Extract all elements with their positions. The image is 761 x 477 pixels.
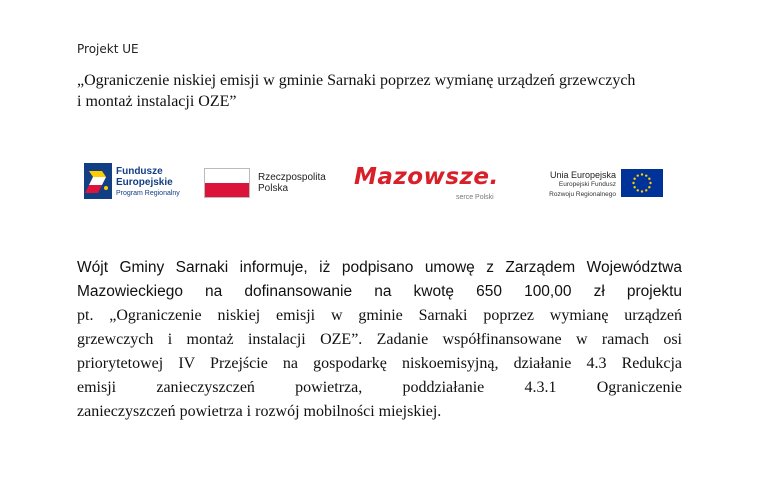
eu-star bbox=[649, 182, 651, 184]
eu-star bbox=[648, 186, 650, 188]
announcement-line-5: priorytetowej IV Przejście na gospodarkę niskoemisyjną, działanie 4.3 Redukcja bbox=[77, 355, 682, 372]
project-label: Projekt UE bbox=[77, 42, 139, 56]
announcement-line-1: Wójt Gminy Sarnaki informuje, iż podpisano umowę z Zarządem Województwa bbox=[77, 259, 682, 276]
eu-star bbox=[637, 189, 639, 191]
eu-star bbox=[633, 178, 635, 180]
rzeczpospolita-polska-logo bbox=[204, 160, 330, 206]
eu-star bbox=[641, 173, 643, 175]
eu-funds-icon bbox=[84, 163, 112, 199]
announcement-line-4: grzewczych i montaż instalacji OZE”. Zadanie współfinansowane w ramach osi bbox=[77, 331, 682, 348]
mazowsze-wordmark: Mazowsze. bbox=[354, 164, 499, 190]
eu-star bbox=[632, 182, 634, 184]
fundusze-europejskie-logo bbox=[82, 160, 192, 206]
announcement-line-7: zanieczyszczeń powietrza i rozwój mobilności miejskiej. bbox=[77, 403, 442, 420]
project-title bbox=[77, 70, 697, 112]
announcement-line-2: Mazowieckiego na dofinansowanie na kwotę 650 100,00 zł projektu bbox=[77, 283, 682, 300]
mazowsze-tagline: serce Polski bbox=[456, 194, 494, 201]
fundusze-line-2: Europejskie bbox=[116, 177, 173, 188]
polish-flag-icon bbox=[204, 168, 250, 198]
fundusze-line-1: Fundusze bbox=[116, 166, 163, 177]
rzeczpospolita-line-2: Polska bbox=[258, 183, 289, 194]
project-title-line-2: i montaż instalacji OZE” bbox=[77, 93, 237, 110]
unia-line-1: Unia Europejska bbox=[549, 170, 616, 180]
eu-star bbox=[641, 190, 643, 192]
eu-star bbox=[637, 174, 639, 176]
announcement-line-6: emisji zanieczyszczeń powietrza, poddziałanie 4.3.1 Ograniczenie bbox=[77, 379, 682, 396]
unia-europejska-logo bbox=[532, 160, 682, 206]
rzeczpospolita-line-1: Rzeczpospolita bbox=[258, 172, 326, 183]
funding-logos-bar bbox=[82, 160, 682, 206]
eu-star bbox=[645, 189, 647, 191]
eu-star bbox=[645, 174, 647, 176]
mazowsze-logo bbox=[352, 160, 512, 206]
announcement-line-3: pt. „Ograniczenie niskiej emisji w gminie Sarnaki poprzez wymianę urządzeń bbox=[77, 307, 682, 324]
eu-star bbox=[633, 186, 635, 188]
eu-flag-icon bbox=[621, 169, 663, 197]
project-title-line-1: „Ograniczenie niskiej emisji w gminie Sarnaki poprzez wymianę urządzeń grzewczych bbox=[77, 72, 636, 89]
unia-line-2: Europejski Fundusz bbox=[558, 181, 616, 188]
announcement-text bbox=[77, 256, 682, 424]
eu-star bbox=[648, 178, 650, 180]
unia-line-3: Rozwoju Regionalnego bbox=[549, 191, 616, 198]
fundusze-line-3: Program Regionalny bbox=[116, 190, 180, 197]
